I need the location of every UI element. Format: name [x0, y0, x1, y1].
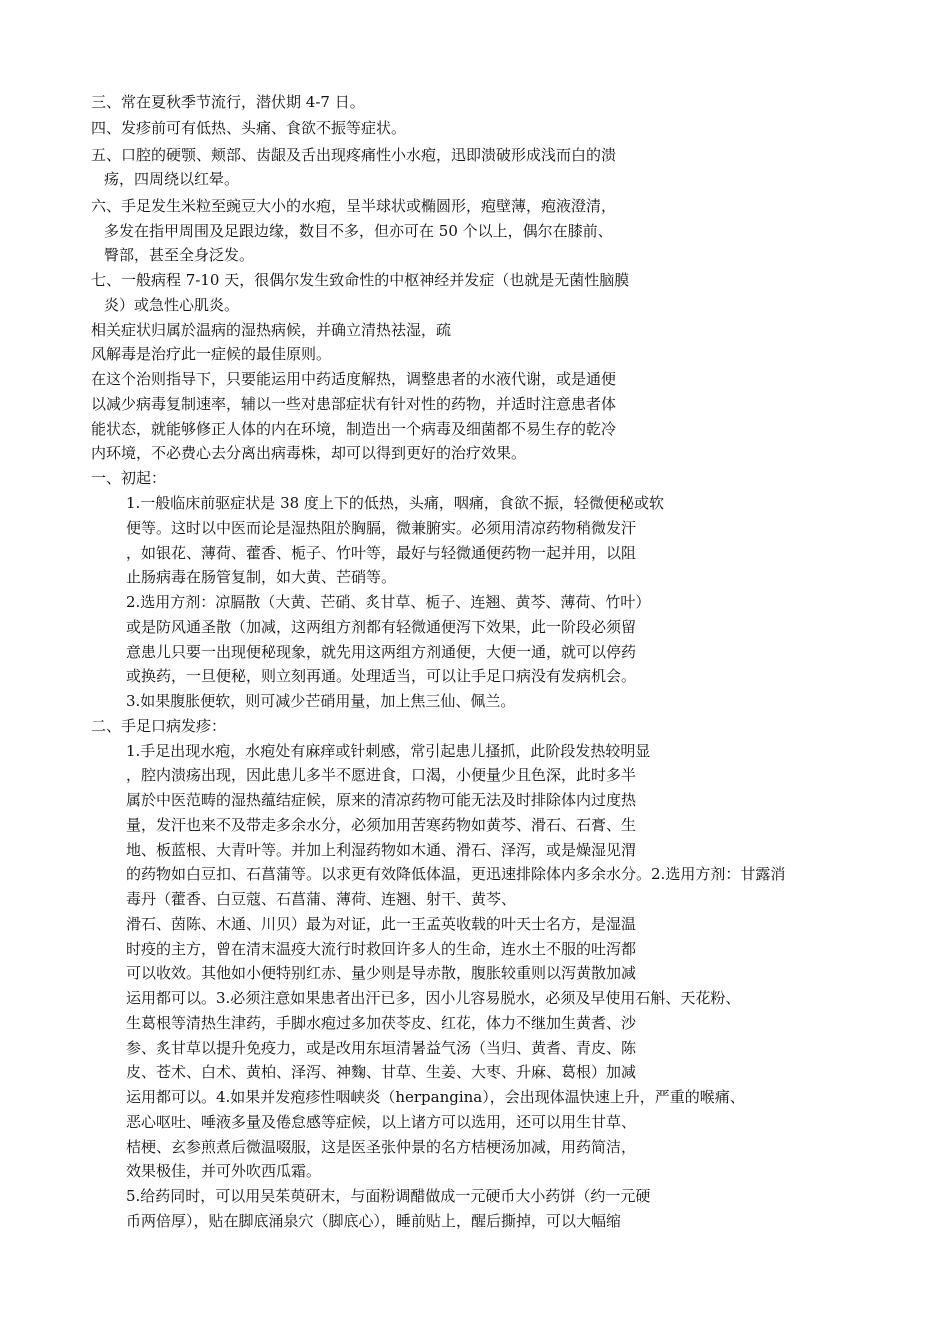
- text-line: 在这个治则指导下，只要能运用中药适度解热，调整患者的水液代谢，或是通便: [91, 370, 617, 388]
- text-line: 3.如果腹胀便软，则可减少芒硝用量，加上焦三仙、佩兰。: [126, 692, 516, 710]
- text-line: 多发在指甲周围及足跟边缘，数目不多，但亦可在 50 个以上，偶尔在膝前、: [104, 222, 613, 240]
- text-line: 炎）或急性心肌炎。: [104, 296, 240, 314]
- text-line: 四、发疹前可有低热、头痛、食欲不振等症状。: [91, 119, 407, 137]
- text-line: 运用都可以。3.必须注意如果患者出汗已多，因小儿容易脱水，必须及早使用石斛、天花粉、: [126, 989, 741, 1007]
- text-line: 六、手足发生米粒至豌豆大小的水疱，呈半球状或椭圆形，疱壁薄，疱液澄清，: [91, 197, 617, 215]
- text-line: 可以收效。其他如小便特别红赤、量少则是导赤散，腹胀较重则以泻黄散加减: [126, 964, 637, 982]
- text-line: 2.选用方剂：凉膈散（大黄、芒硝、炙甘草、栀子、连翘、黄芩、薄荷、竹叶）: [126, 593, 651, 611]
- text-line: 七、一般病程 7-10 天，很偶尔发生致命性的中枢神经并发症（也就是无菌性脑膜: [91, 271, 630, 289]
- text-line: 地、板蓝根、大青叶等。并加上利湿药物如木通、滑石、泽泻，或是燥湿见渭: [126, 841, 637, 859]
- text-line: ，腔内溃疡出现，因此患儿多半不愿进食，口渴，小便量少且色深，此时多半: [126, 766, 637, 784]
- text-line: 桔梗、玄参煎煮后微温啜服，这是医圣张仲景的名方桔梗汤加减，用药简洁，: [126, 1138, 637, 1156]
- text-line: 恶心呕吐、唾液多量及倦怠感等症候，以上诸方可以选用，还可以用生甘草、: [126, 1113, 637, 1131]
- text-line: 1.手足出现水疱，水疱处有麻痒或针刺感，常引起患儿搔抓，此阶段发热较明显: [126, 742, 651, 760]
- text-line: 时疫的主方，曾在清末温疫大流行时救回许多人的生命，连水土不服的吐泻都: [126, 940, 637, 958]
- text-line: 疡，四周绕以红晕。: [104, 170, 240, 188]
- text-line: 参、炙甘草以提升免疫力，或是改用东垣清暑益气汤（当归、黄耆、青皮、陈: [126, 1039, 637, 1057]
- text-line: 量，发汗也来不及带走多余水分，必须加用苦寒药物如黄芩、滑石、石膏、生: [126, 816, 637, 834]
- text-line: 币两倍厚），贴在脚底涌泉穴（脚底心），睡前贴上，醒后撕掉，可以大幅缩: [126, 1212, 622, 1230]
- text-line: 运用都可以。4.如果并发疱疹性咽峡炎（herpangina），会出现体温快速上升，严重的喉痛、: [126, 1088, 745, 1106]
- text-line: 皮、苍术、白术、黄柏、泽泻、神麴、甘草、生姜、大枣、升麻、葛根）加减: [126, 1063, 637, 1081]
- text-line: 生葛根等清热生津药，手脚水疱过多加茯苓皮、红花，体力不继加生黄耆、沙: [126, 1014, 637, 1032]
- text-line: 臀部，甚至全身泛发。: [104, 246, 255, 264]
- text-line: 5.给药同时，可以用吴茱萸研末，与面粉调醋做成一元硬币大小药饼（约一元硬: [126, 1187, 651, 1205]
- text-line: 便等。这时以中医而论是湿热阻於胸膈，微兼腑实。必须用清凉药物稍微发汗: [126, 519, 637, 537]
- text-line: 滑石、茵陈、木通、川贝）最为对证，此一王孟英收载的叶天士名方，是湿温: [126, 915, 637, 933]
- text-line: 属於中医范畴的湿热蕴结症候，原来的清凉药物可能无法及时排除体内过度热: [126, 791, 637, 809]
- text-line: 内环境，不必费心去分离出病毒株，却可以得到更好的治疗效果。: [91, 444, 527, 462]
- text-line: 能状态，就能够修正人体的内在环境，制造出一个病毒及细菌都不易生存的乾冷: [91, 420, 617, 438]
- section-heading: 二、手足口病发疹：: [91, 717, 227, 735]
- text-line: 风解毒是治疗此一症候的最佳原则。: [91, 345, 332, 363]
- section-heading: 一、初起：: [91, 469, 167, 487]
- text-line: 或是防风通圣散（加减，这两组方剂都有轻微通便泻下效果，此一阶段必须留: [126, 618, 637, 636]
- text-line: 相关症状归属於温病的湿热病候，并确立清热祛湿，疏: [91, 321, 452, 339]
- text-line: 意患儿只要一出现便秘现象，就先用这两组方剂通便，大便一通，就可以停药: [126, 643, 637, 661]
- text-line: 或换药，一旦便秘，则立刻再通。处理适当，可以让手足口病没有发病机会。: [126, 667, 637, 685]
- text-line: 效果极佳，并可外吹西瓜霜。: [126, 1162, 322, 1180]
- text-line: 的药物如白豆扣、石菖蒲等。以求更有效降低体温，更迅速排除体内多余水分。2.选用方剂：甘露消: [126, 865, 786, 883]
- text-line: 止肠病毒在肠管复制，如大黄、芒硝等。: [126, 568, 397, 586]
- text-line: 1.一般临床前驱症状是 38 度上下的低热，头痛，咽痛，食欲不振，轻微便秘或软: [126, 494, 664, 512]
- text-line: 以减少病毒复制速率，辅以一些对患部症状有针对性的药物，并适时注意患者体: [91, 395, 617, 413]
- text-line: 毒丹（藿香、白豆蔻、石菖蒲、薄荷、连翘、射干、黄芩、: [126, 890, 517, 908]
- text-line: 五、口腔的硬颚、颊部、齿龈及舌出现疼痛性小水疱，迅即溃破形成浅而白的溃: [91, 146, 617, 164]
- text-line: ，如银花、薄荷、藿香、栀子、竹叶等，最好与轻微通便药物一起并用，以阻: [126, 544, 637, 562]
- text-line: 三、常在夏秋季节流行，潜伏期 4-7 日。: [91, 93, 365, 111]
